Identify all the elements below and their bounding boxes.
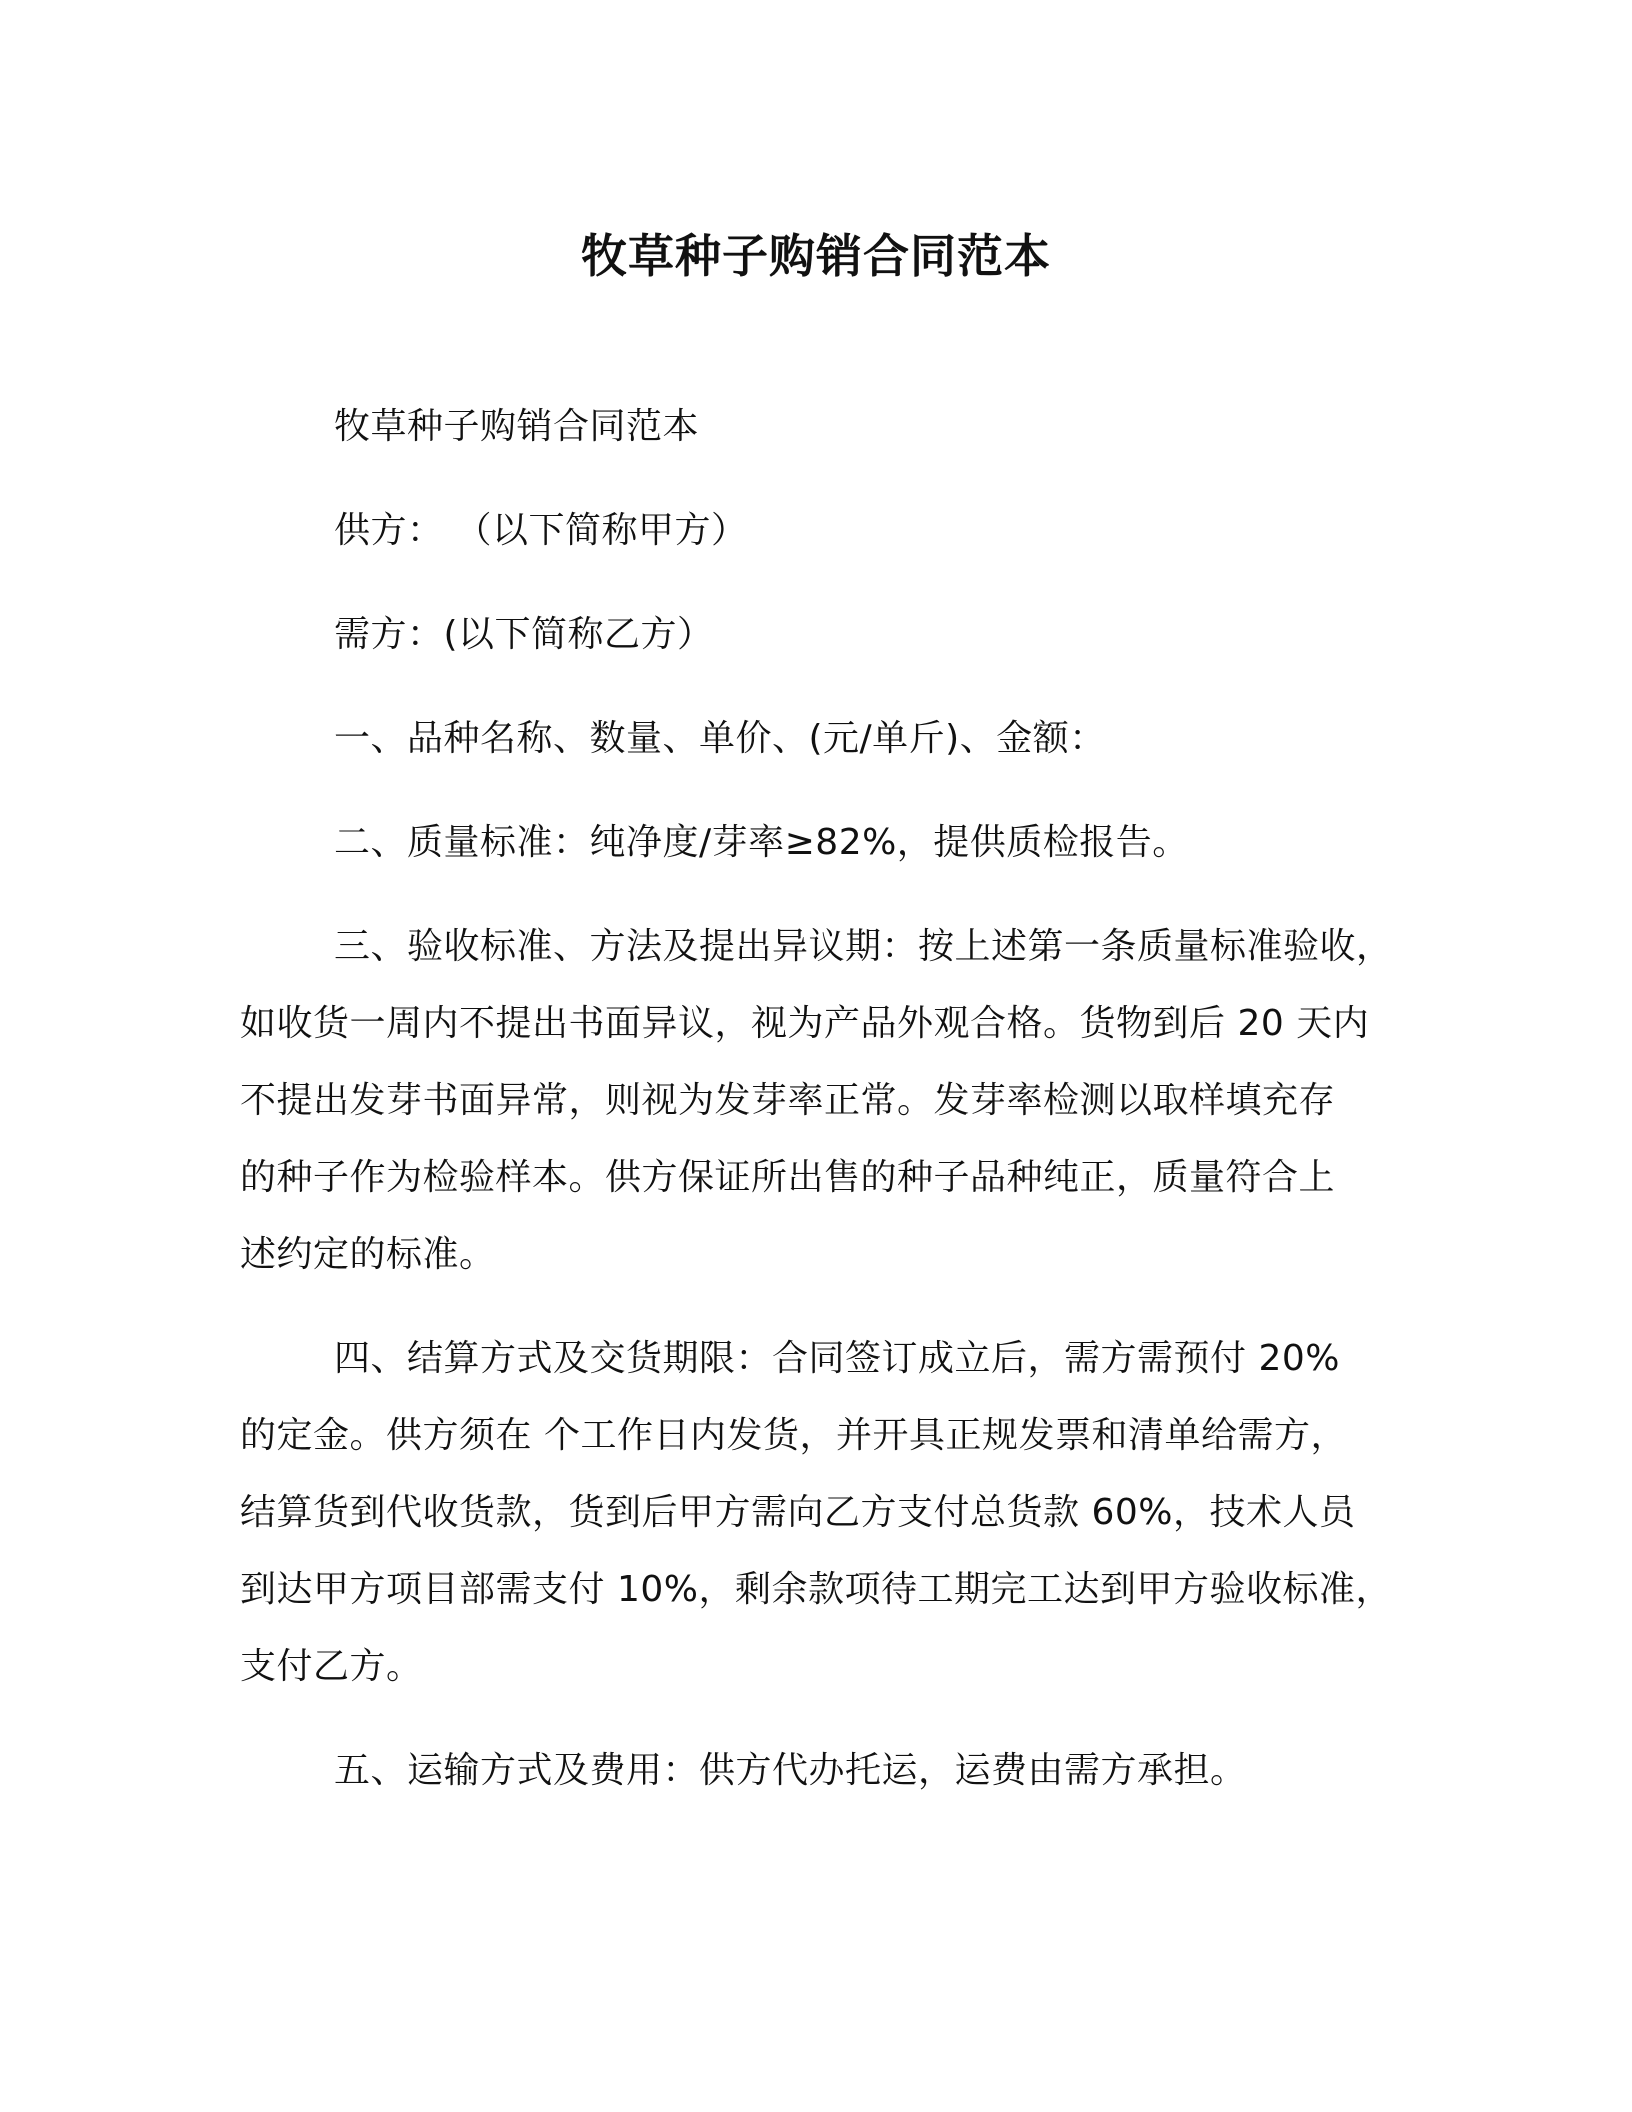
clause-1: 一、品种名称、数量、单价、(元/单斤)、金额： xyxy=(334,718,1106,759)
clause-2: 二、质量标准：纯净度/芽率≥82%，提供质检报告。 xyxy=(334,822,1189,863)
clause-4-line: 四、结算方式及交货期限：合同签订成立后，需方需预付 20% xyxy=(334,1338,1340,1379)
clause-4-line: 到达甲方项目部需支付 10%，剩余款项待工期完工达到甲方验收标准， xyxy=(240,1569,1392,1610)
supplier-line: 供方： （以下简称甲方） xyxy=(334,510,748,551)
document-title: 牧草种子购销合同范本 xyxy=(581,229,1051,283)
clause-3-line: 述约定的标准。 xyxy=(240,1234,496,1275)
clause-3-line: 如收货一周内不提出书面异议，视为产品外观合格。货物到后 20 天内 xyxy=(240,1003,1370,1044)
clause-4-line: 支付乙方。 xyxy=(240,1646,423,1687)
clause-4-line: 的定金。供方须在 个工作日内发货，并开具正规发票和清单给需方， xyxy=(240,1415,1347,1456)
clause-3-line: 三、验收标准、方法及提出异议期：按上述第一条质量标准验收， xyxy=(334,926,1393,967)
buyer-line: 需方：(以下简称乙方） xyxy=(334,614,714,655)
clause-4-line: 结算货到代收货款，货到后甲方需向乙方支付总货款 60%，技术人员 xyxy=(240,1492,1356,1533)
clause-5: 五、运输方式及费用：供方代办托运，运费由需方承担。 xyxy=(334,1750,1247,1791)
clause-3-line: 不提出发芽书面异常，则视为发芽率正常。发芽率检测以取样填充存 xyxy=(240,1080,1336,1121)
subtitle: 牧草种子购销合同范本 xyxy=(334,406,700,447)
clause-3-line: 的种子作为检验样本。供方保证所出售的种子品种纯正，质量符合上 xyxy=(240,1157,1336,1198)
